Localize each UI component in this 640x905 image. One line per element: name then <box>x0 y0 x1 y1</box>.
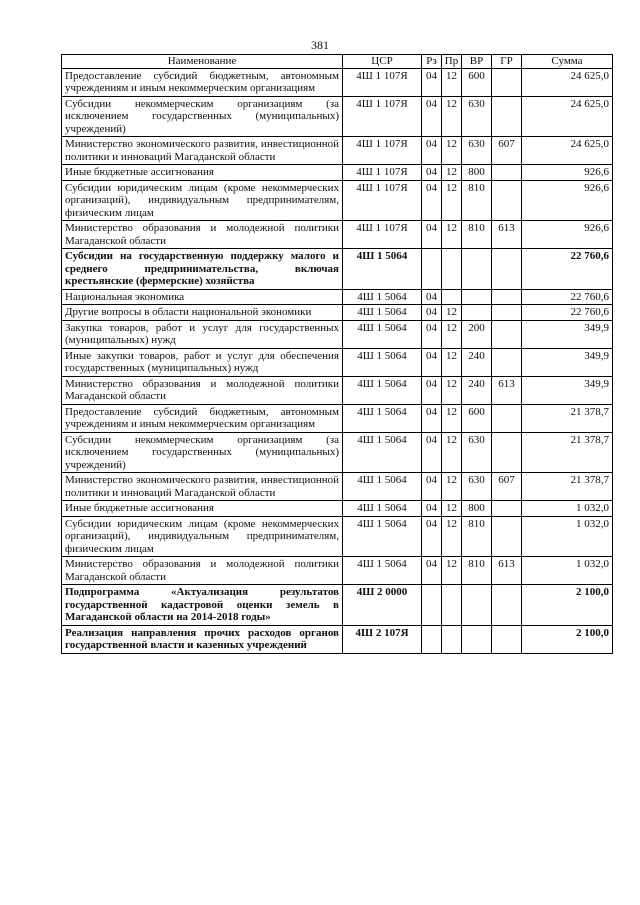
cell-name: Иные бюджетные ассигнования <box>62 501 343 517</box>
cell-pr <box>442 249 462 290</box>
cell-pr: 12 <box>442 432 462 473</box>
table-row <box>62 289 613 305</box>
cell-name: Реализация направления прочих расходов органов государственной власти и казенных учреждений <box>62 625 343 653</box>
cell-rz: 04 <box>422 501 442 517</box>
table-row <box>62 137 613 165</box>
cell-vr: 600 <box>462 68 492 96</box>
cell-sum: 22 760,6 <box>522 289 613 305</box>
cell-rz: 04 <box>422 96 442 137</box>
page-number: 381 <box>311 38 329 52</box>
cell-name: Предоставление субсидий бюджетным, автономным учреждениям и иным некоммерческим организациям <box>62 68 343 96</box>
table-row <box>62 221 613 249</box>
cell-gr <box>492 305 522 321</box>
cell-sum: 24 625,0 <box>522 68 613 96</box>
cell-vr: 810 <box>462 557 492 585</box>
cell-csr: 4Ш 1 5064 <box>343 305 422 321</box>
header-csr: ЦСР <box>343 55 422 69</box>
cell-csr: 4Ш 1 5064 <box>343 249 422 290</box>
cell-rz: 04 <box>422 221 442 249</box>
cell-name: Подпрограмма «Актуализация результатов государственной кадастровой оценки земель в Магаданской области на 2014-2018 годы» <box>62 585 343 626</box>
table-row <box>62 585 613 626</box>
cell-gr <box>492 501 522 517</box>
cell-pr: 12 <box>442 137 462 165</box>
table-row <box>62 473 613 501</box>
cell-name: Иные бюджетные ассигнования <box>62 165 343 181</box>
cell-sum: 22 760,6 <box>522 305 613 321</box>
budget-table <box>61 54 613 654</box>
cell-pr: 12 <box>442 557 462 585</box>
cell-sum: 21 378,7 <box>522 404 613 432</box>
table-row <box>62 625 613 653</box>
cell-csr: 4Ш 1 107Я <box>343 137 422 165</box>
cell-rz: 04 <box>422 289 442 305</box>
cell-pr: 12 <box>442 473 462 501</box>
cell-vr: 630 <box>462 432 492 473</box>
cell-sum: 349,9 <box>522 320 613 348</box>
cell-gr <box>492 320 522 348</box>
cell-gr <box>492 165 522 181</box>
table-header-row <box>62 55 613 69</box>
cell-pr: 12 <box>442 305 462 321</box>
cell-vr: 800 <box>462 501 492 517</box>
cell-gr <box>492 68 522 96</box>
cell-rz: 04 <box>422 404 442 432</box>
cell-name: Министерство образования и молодежной политики Магаданской области <box>62 557 343 585</box>
header-sum: Сумма <box>522 55 613 69</box>
table-row <box>62 96 613 137</box>
table-row <box>62 68 613 96</box>
cell-csr: 4Ш 1 5064 <box>343 348 422 376</box>
cell-name: Национальная экономика <box>62 289 343 305</box>
cell-rz: 04 <box>422 165 442 181</box>
cell-sum: 349,9 <box>522 376 613 404</box>
cell-csr: 4Ш 1 107Я <box>343 165 422 181</box>
cell-rz: 04 <box>422 305 442 321</box>
table-row <box>62 516 613 557</box>
cell-pr <box>442 625 462 653</box>
cell-vr: 800 <box>462 165 492 181</box>
cell-csr: 4Ш 1 107Я <box>343 68 422 96</box>
cell-pr: 12 <box>442 96 462 137</box>
cell-rz: 04 <box>422 473 442 501</box>
cell-pr: 12 <box>442 221 462 249</box>
cell-name: Министерство образования и молодежной политики Магаданской области <box>62 376 343 404</box>
cell-gr <box>492 585 522 626</box>
cell-name: Субсидии на государственную поддержку малого и среднего предпринимательства, включая крестьянские (фермерские) хозяйства <box>62 249 343 290</box>
cell-gr <box>492 348 522 376</box>
cell-pr: 12 <box>442 320 462 348</box>
cell-name: Предоставление субсидий бюджетным, автономным учреждениям и иным некоммерческим организациям <box>62 404 343 432</box>
cell-gr: 613 <box>492 221 522 249</box>
cell-sum: 24 625,0 <box>522 96 613 137</box>
cell-gr <box>492 289 522 305</box>
cell-pr: 12 <box>442 165 462 181</box>
cell-rz: 04 <box>422 376 442 404</box>
cell-csr: 4Ш 1 5064 <box>343 557 422 585</box>
cell-rz <box>422 249 442 290</box>
cell-vr: 630 <box>462 96 492 137</box>
cell-pr: 12 <box>442 376 462 404</box>
cell-rz: 04 <box>422 320 442 348</box>
cell-vr: 200 <box>462 320 492 348</box>
cell-gr: 613 <box>492 557 522 585</box>
cell-gr <box>492 625 522 653</box>
table-row <box>62 320 613 348</box>
cell-vr <box>462 585 492 626</box>
cell-name: Субсидии некоммерческим организациям (за исключением государственных (муниципальных) учреждений) <box>62 96 343 137</box>
cell-sum: 1 032,0 <box>522 516 613 557</box>
table-row <box>62 165 613 181</box>
cell-pr <box>442 585 462 626</box>
cell-name: Министерство образования и молодежной политики Магаданской области <box>62 221 343 249</box>
cell-pr: 12 <box>442 404 462 432</box>
cell-rz: 04 <box>422 557 442 585</box>
table-row <box>62 180 613 221</box>
cell-csr: 4Ш 1 5064 <box>343 376 422 404</box>
cell-rz: 04 <box>422 68 442 96</box>
cell-name: Закупка товаров, работ и услуг для государственных (муниципальных) нужд <box>62 320 343 348</box>
cell-rz: 04 <box>422 137 442 165</box>
table-row <box>62 432 613 473</box>
cell-vr: 810 <box>462 221 492 249</box>
cell-pr: 12 <box>442 348 462 376</box>
cell-gr <box>492 432 522 473</box>
cell-sum: 349,9 <box>522 348 613 376</box>
cell-sum: 21 378,7 <box>522 473 613 501</box>
cell-gr <box>492 516 522 557</box>
cell-vr: 240 <box>462 376 492 404</box>
cell-csr: 4Ш 2 107Я <box>343 625 422 653</box>
cell-csr: 4Ш 1 107Я <box>343 221 422 249</box>
table-row <box>62 557 613 585</box>
cell-pr: 12 <box>442 516 462 557</box>
cell-csr: 4Ш 2 0000 <box>343 585 422 626</box>
cell-csr: 4Ш 1 5064 <box>343 516 422 557</box>
cell-pr: 12 <box>442 180 462 221</box>
cell-sum: 2 100,0 <box>522 585 613 626</box>
cell-csr: 4Ш 1 5064 <box>343 501 422 517</box>
cell-vr: 630 <box>462 473 492 501</box>
cell-csr: 4Ш 1 5064 <box>343 320 422 348</box>
cell-csr: 4Ш 1 5064 <box>343 404 422 432</box>
cell-rz: 04 <box>422 348 442 376</box>
cell-csr: 4Ш 1 5064 <box>343 289 422 305</box>
cell-sum: 1 032,0 <box>522 501 613 517</box>
cell-name: Субсидии юридическим лицам (кроме некоммерческих организаций), индивидуальным предпринимателям, физическим лицам <box>62 180 343 221</box>
cell-csr: 4Ш 1 5064 <box>343 473 422 501</box>
cell-name: Субсидии юридическим лицам (кроме некоммерческих организаций), индивидуальным предпринимателям, физическим лицам <box>62 516 343 557</box>
cell-gr <box>492 96 522 137</box>
cell-sum: 2 100,0 <box>522 625 613 653</box>
cell-rz: 04 <box>422 180 442 221</box>
table-row <box>62 501 613 517</box>
cell-vr: 630 <box>462 137 492 165</box>
cell-name: Министерство экономического развития, инвестиционной политики и инноваций Магаданской области <box>62 473 343 501</box>
cell-pr <box>442 289 462 305</box>
cell-gr <box>492 180 522 221</box>
cell-sum: 22 760,6 <box>522 249 613 290</box>
cell-vr: 810 <box>462 516 492 557</box>
cell-gr: 607 <box>492 137 522 165</box>
header-vr: ВР <box>462 55 492 69</box>
table-row <box>62 249 613 290</box>
cell-vr <box>462 289 492 305</box>
cell-vr <box>462 625 492 653</box>
cell-rz <box>422 625 442 653</box>
cell-vr: 240 <box>462 348 492 376</box>
header-rz: Рз <box>422 55 442 69</box>
cell-name: Иные закупки товаров, работ и услуг для обеспечения государственных (муниципальных) нужд <box>62 348 343 376</box>
cell-sum: 926,6 <box>522 180 613 221</box>
cell-pr: 12 <box>442 501 462 517</box>
cell-csr: 4Ш 1 5064 <box>343 432 422 473</box>
cell-gr: 613 <box>492 376 522 404</box>
cell-gr <box>492 249 522 290</box>
cell-vr <box>462 249 492 290</box>
cell-vr: 600 <box>462 404 492 432</box>
header-pr: Пр <box>442 55 462 69</box>
cell-gr <box>492 404 522 432</box>
cell-name: Министерство экономического развития, инвестиционной политики и инноваций Магаданской области <box>62 137 343 165</box>
cell-name: Другие вопросы в области национальной экономики <box>62 305 343 321</box>
cell-sum: 1 032,0 <box>522 557 613 585</box>
header-gr: ГР <box>492 55 522 69</box>
cell-rz: 04 <box>422 432 442 473</box>
table-row <box>62 348 613 376</box>
cell-rz: 04 <box>422 516 442 557</box>
cell-csr: 4Ш 1 107Я <box>343 96 422 137</box>
cell-sum: 24 625,0 <box>522 137 613 165</box>
cell-sum: 21 378,7 <box>522 432 613 473</box>
cell-sum: 926,6 <box>522 221 613 249</box>
cell-gr: 607 <box>492 473 522 501</box>
table-row <box>62 404 613 432</box>
table-row <box>62 305 613 321</box>
table-body <box>62 68 613 653</box>
cell-rz <box>422 585 442 626</box>
cell-csr: 4Ш 1 107Я <box>343 180 422 221</box>
header-name: Наименование <box>62 55 343 69</box>
cell-sum: 926,6 <box>522 165 613 181</box>
cell-vr <box>462 305 492 321</box>
table-row <box>62 376 613 404</box>
cell-vr: 810 <box>462 180 492 221</box>
cell-name: Субсидии некоммерческим организациям (за исключением государственных (муниципальных) учреждений) <box>62 432 343 473</box>
cell-pr: 12 <box>442 68 462 96</box>
